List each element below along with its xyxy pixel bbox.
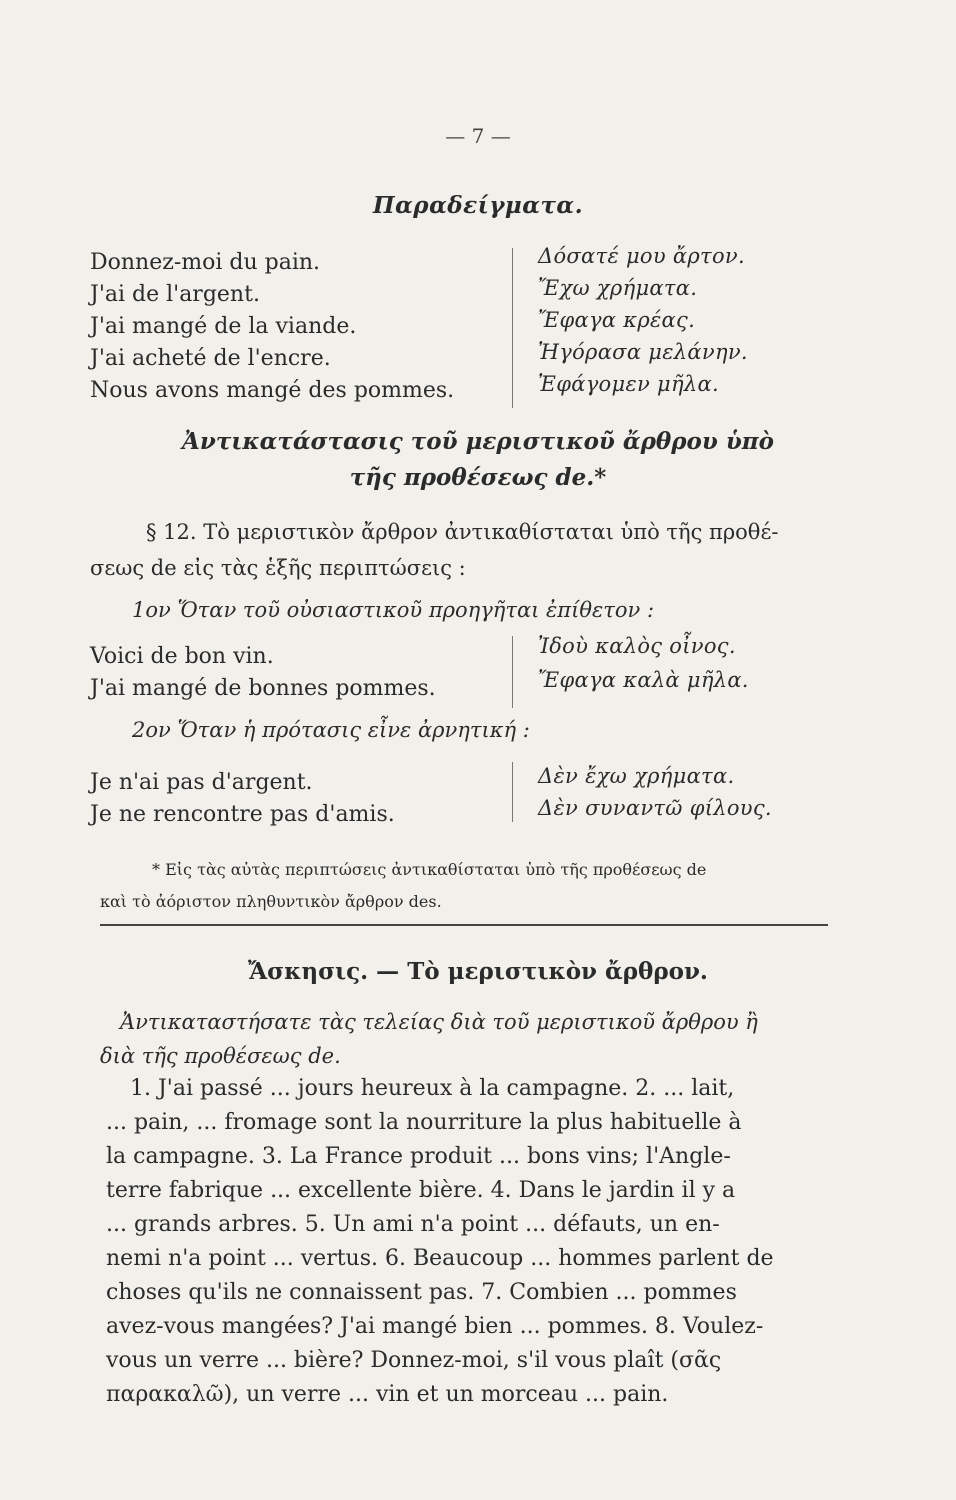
- example-gr-4: Ἠγόρασα μελάνην.: [538, 340, 748, 364]
- case-2-gr-1: Δὲν ἔχω χρήματα.: [538, 764, 735, 788]
- footnote-rule: [100, 924, 828, 926]
- exercise-line-4: terre fabrique ... excellente bière. 4. Dans le jardin il y a: [106, 1178, 736, 1203]
- exercise-line-9: vous un verre ... bière? Donnez-moi, s'il vous plaît (σᾶς: [106, 1348, 722, 1373]
- exercise-line-5: ... grands arbres. 5. Un ami n'a point ... défauts, un en-: [106, 1212, 720, 1237]
- exercise-instruction-line2: διὰ τῆς προθέσεως de.: [100, 1044, 341, 1068]
- example-fr-5: Nous avons mangé des pommes.: [90, 378, 455, 403]
- case-2-fr-2: Je ne rencontre pas d'amis.: [90, 802, 395, 827]
- heading-replacement-line1: Ἀντικατάστασις τοῦ μεριστικοῦ ἄρθρου ὑπὸ: [182, 428, 774, 455]
- example-fr-3: J'ai mangé de la viande.: [90, 314, 357, 339]
- case-1-fr-2: J'ai mangé de bonnes pommes.: [90, 676, 436, 701]
- case-2-gr-2: Δὲν συναντῶ φίλους.: [538, 796, 772, 820]
- case-2-title: 2ον Ὅταν ἡ πρότασις εἶνε ἀρνητική :: [132, 718, 530, 742]
- case-1-fr-1: Voici de bon vin.: [90, 644, 274, 669]
- case-1-title: 1ον Ὅταν τοῦ οὐσιαστικοῦ προηγῆται ἐπίθετον :: [132, 598, 655, 622]
- column-separator-3: [512, 762, 513, 822]
- example-gr-1: Δόσατέ μου ἄρτον.: [538, 244, 745, 268]
- case-1-gr-1: Ἰδοὺ καλὸς οἶνος.: [538, 634, 736, 658]
- exercise-line-8: avez-vous mangées? J'ai mangé bien ... pommes. 8. Voulez-: [106, 1314, 764, 1339]
- exercise-instruction-line1: Ἀντικαταστήσατε τὰς τελείας διὰ τοῦ μεριστικοῦ ἄρθρου ἢ: [120, 1010, 758, 1034]
- example-fr-2: J'ai de l'argent.: [90, 282, 260, 307]
- exercise-line-10: παρακαλῶ), un verre ... vin et un morceau ... pain.: [106, 1382, 669, 1407]
- example-fr-1: Donnez-moi du pain.: [90, 250, 321, 275]
- case-1-gr-2: Ἔφαγα καλὰ μῆλα.: [538, 668, 749, 692]
- example-gr-5: Ἐφάγομεν μῆλα.: [538, 372, 719, 396]
- exercise-line-3: la campagne. 3. La France produit ... bons vins; l'Angle-: [106, 1144, 731, 1169]
- footnote-line1: * Εἰς τὰς αὐτὰς περιπτώσεις ἀντικαθίσταται ὑπὸ τῆς προθέσεως de: [152, 860, 707, 879]
- exercise-line-2: ... pain, ... fromage sont la nourriture la plus habituelle à: [106, 1110, 742, 1135]
- heading-replacement-line2: τῆς προθέσεως de.*: [349, 464, 607, 491]
- example-gr-3: Ἔφαγα κρέας.: [538, 308, 696, 332]
- example-gr-2: Ἔχω χρήματα.: [538, 276, 698, 300]
- example-fr-4: J'ai acheté de l'encre.: [90, 346, 331, 371]
- footnote-line2: καὶ τὸ ἀόριστον πληθυντικὸν ἄρθρον des.: [100, 892, 442, 911]
- page-number: — 7 —: [445, 124, 511, 148]
- column-separator: [512, 248, 513, 408]
- heading-examples: Παραδείγματα.: [372, 192, 584, 219]
- exercise-line-6: nemi n'a point ... vertus. 6. Beaucoup ... hommes parlent de: [106, 1246, 774, 1271]
- exercise-line-7: choses qu'ils ne connaissent pas. 7. Combien ... pommes: [106, 1280, 737, 1305]
- column-separator-2: [512, 636, 513, 708]
- case-2-fr-1: Je n'ai pas d'argent.: [90, 770, 313, 795]
- heading-exercise: Ἄσκησις. — Τὸ μεριστικὸν ἄρθρον.: [248, 958, 708, 985]
- section-12-line1: § 12. Τὸ μεριστικὸν ἄρθρον ἀντικαθίσταται ὑπὸ τῆς προθέ-: [146, 520, 779, 544]
- exercise-line-1: 1. J'ai passé ... jours heureux à la campagne. 2. ... lait,: [130, 1076, 735, 1101]
- section-12-line2: σεως de εἰς τὰς ἑξῆς περιπτώσεις :: [90, 556, 466, 580]
